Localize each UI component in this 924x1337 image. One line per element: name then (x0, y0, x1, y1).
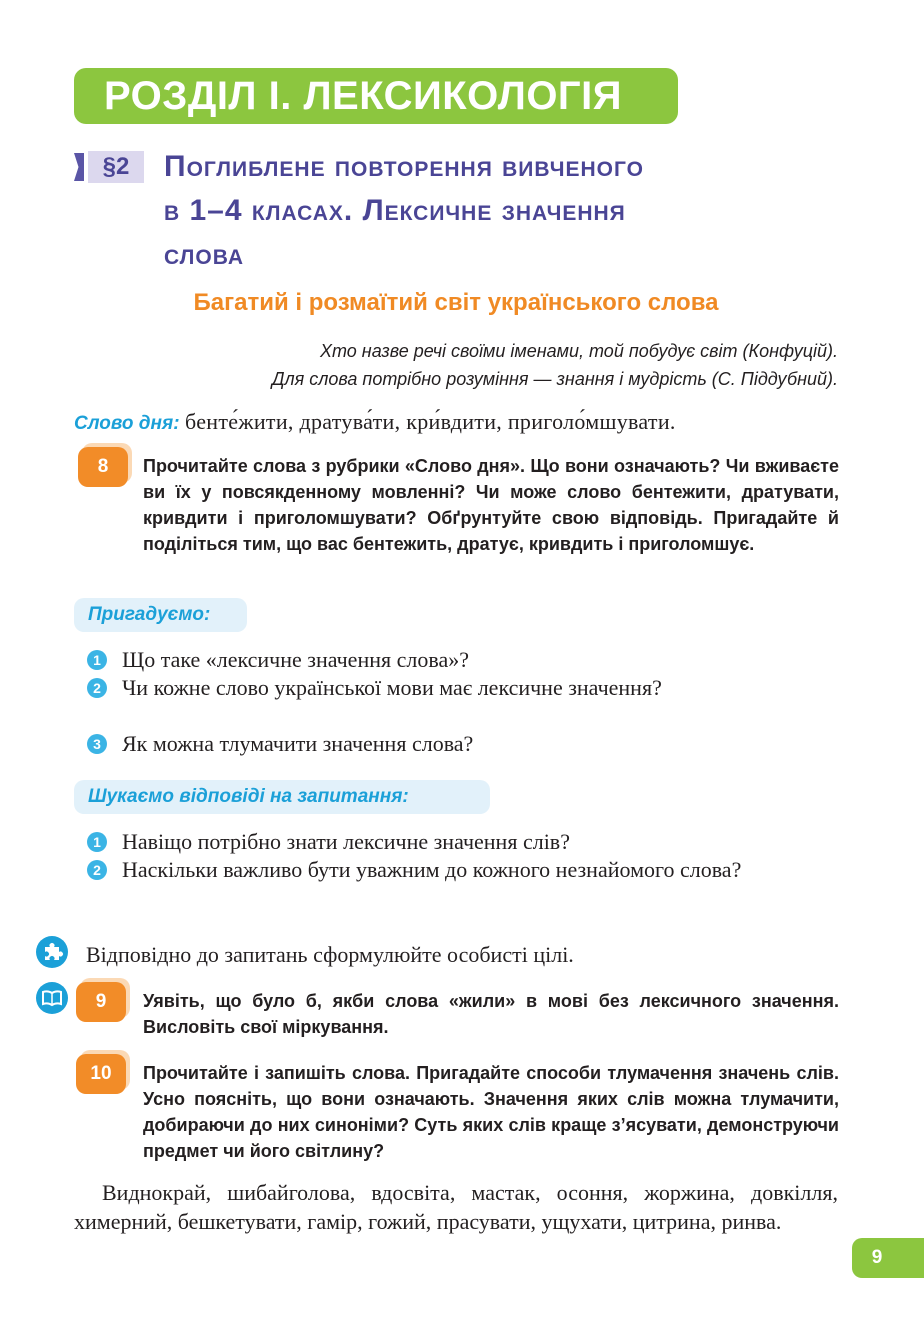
section-marker (74, 153, 84, 181)
chapter-title: РОЗДІЛ І. ЛЕКСИКОЛОГІЯ (74, 68, 678, 124)
subtitle: Багатий і розмаїтий світ українського слова (193, 289, 719, 316)
recall-label: Пригадуємо: (74, 598, 247, 632)
section-number: §2 (88, 151, 144, 183)
seek-question-1: Навіщо потрібно знати лексичне значення слів? (122, 829, 570, 854)
exercise-words: Виднокрай, шибайголова, вдосвіта, мастак, осоння, жоржина, довкілля, химерний, бешкетувати, гамір, гожий, прасувати, ущухати, цитрина, ринва. (74, 1180, 838, 1234)
task-8-text: Прочитайте слова з рубрики «Слово дня». Що вони означають? Чи вживаєте ви їх у повсякденному мовленні? Чи може слово бентежити, дратувати, кривдити і приголомшувати? Обґрунтуйте свою відповідь. Пригадайте й поділіться тим, що вас бентежить, дратує, кривдить і приголомшує. (143, 456, 839, 554)
goal-text: Відповідно до запитань сформулюйте особисті цілі. (86, 942, 574, 967)
seek-answers-label: Шукаємо відповіді на запитання: (74, 780, 490, 814)
task-10-badge: 10 (76, 1054, 126, 1094)
section-title-line-2: в 1–4 класах. Лексичне значення (164, 194, 626, 227)
word-of-day-label: Слово дня: (74, 413, 180, 434)
open-book-icon (36, 982, 68, 1014)
task-9-text: Уявіть, що було б, якби слова «жили» в мові без лексичного значення. Висловіть свої міркування. (143, 991, 839, 1037)
task-8-badge: 8 (78, 447, 128, 487)
recall-question-1: Що таке «лексичне значення слова»? (122, 647, 469, 672)
word-of-day (74, 406, 842, 440)
section-title-line-3: слова (164, 238, 244, 271)
section-title (164, 145, 824, 277)
task-9-badge: 9 (76, 982, 126, 1022)
puzzle-icon (36, 936, 68, 968)
recall-question-3: Як можна тлумачити значення слова? (122, 731, 474, 756)
recall-number-2: 2 (87, 678, 107, 698)
task-10-text: Прочитайте і запишіть слова. Пригадайте способи тлумачення значень слів. Усно поясніть, що вони означають. Значення яких слів можна тлумачити, добираючи до них синоніми? Суть яких слів краще з’ясувати, демонструючи предмет чи його світлину? (143, 1063, 839, 1161)
section-title-line-1: Поглиблене повторення вивченого (164, 150, 644, 183)
page-number: 9 (852, 1238, 924, 1278)
recall-question-2: Чи кожне слово української мови має лексичне значення? (122, 675, 662, 700)
recall-number-3: 3 (87, 734, 107, 754)
epigraph-2: Для слова потрібно розуміння — знання і мудрість (С. Піддубний). (271, 369, 838, 389)
recall-number-1: 1 (87, 650, 107, 670)
seek-number-1: 1 (87, 832, 107, 852)
word-of-day-words: бенте́жити, дратува́ти, кри́вдити, приголо́мшувати. (185, 409, 676, 434)
seek-number-2: 2 (87, 860, 107, 880)
epigraph-1: Хто назве речі своїми іменами, той побудує світ (Конфуцій). (320, 341, 838, 361)
seek-question-2: Наскільки важливо бути уважним до кожного незнайомого слова? (122, 857, 742, 882)
